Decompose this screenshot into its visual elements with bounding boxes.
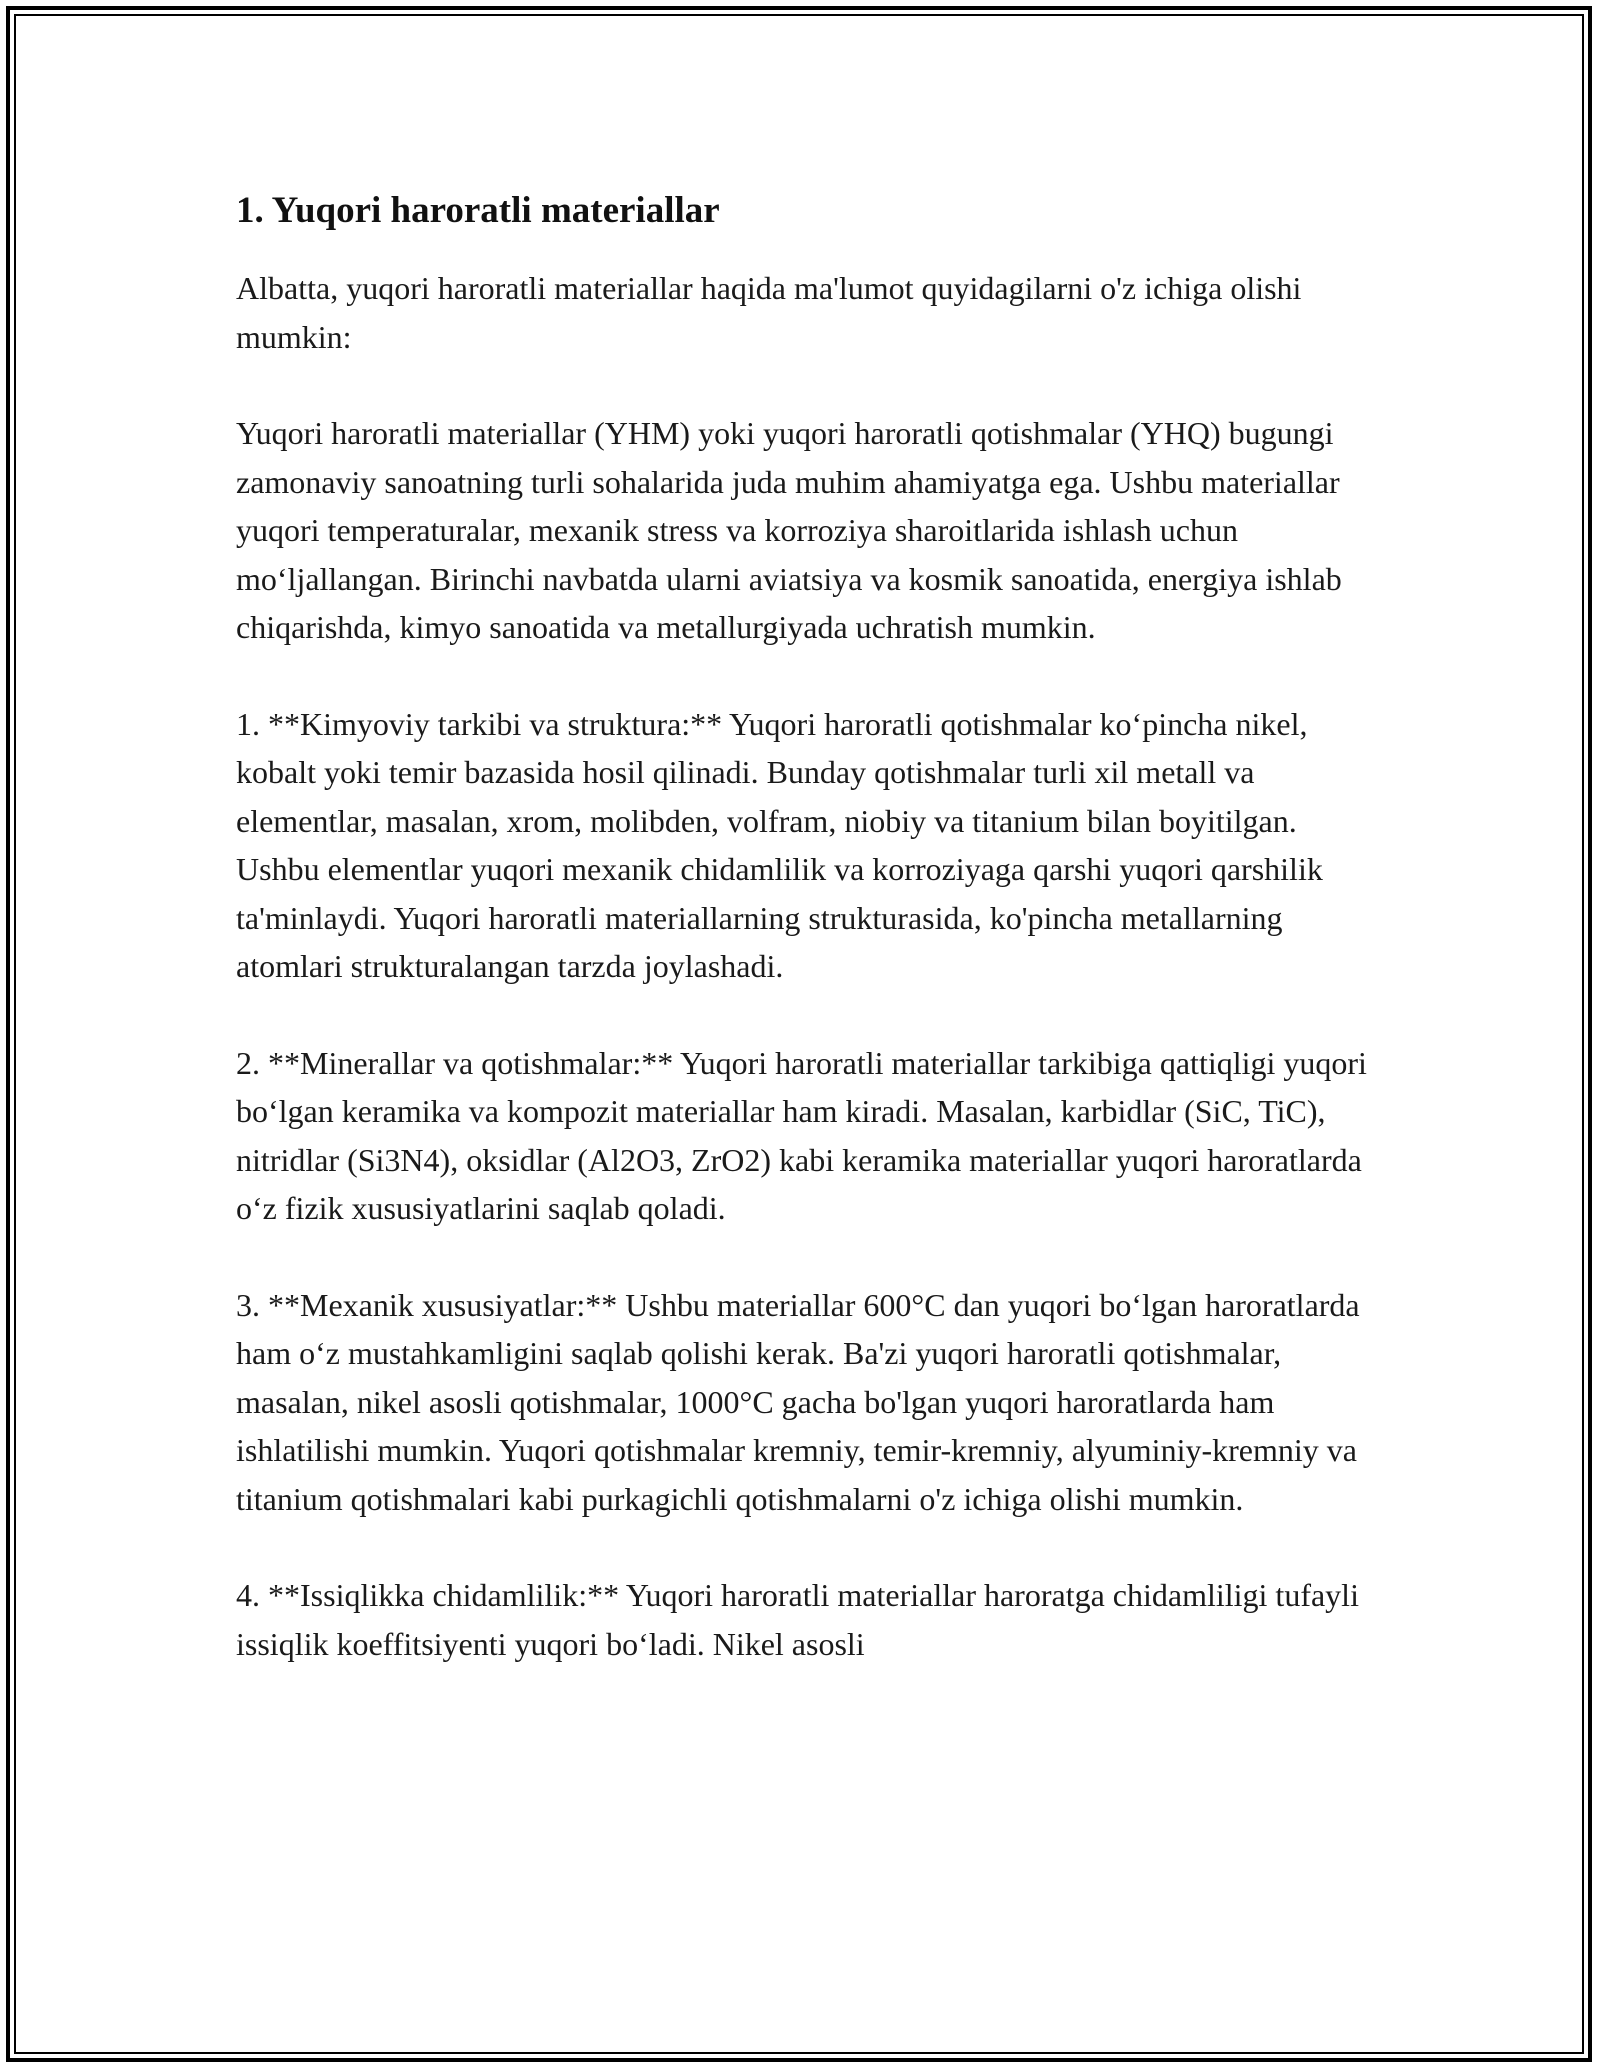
paragraph-intro: Albatta, yuqori haroratli materiallar haqida ma'lumot quyidagilarni o'z ichiga olishi mumkin:: [236, 270, 1302, 355]
document-body: [236, 186, 1376, 1716]
document-title: 1. Yuqori haroratli materiallar: [236, 190, 720, 231]
paragraph-heat-resistance: 4. **Issiqlikka chidamlilik:** Yuqori haroratli materiallar haroratga chidamliligi tufayli issiqlik koeffitsiyenti yuqori bo‘ladi. Nikel asosli: [236, 1577, 1359, 1662]
paragraph-chemical-composition: 1. **Kimyoviy tarkibi va struktura:** Yuqori haroratli qotishmalar ko‘pincha nikel, kobalt yoki temir bazasida hosil qilinadi. Bunday qotishmalar turli xil metall va elementlar, masalan, xrom, molibden, volfram, niobiy va titanium bilan boyitilgan. Ushbu elementlar yuqori mexanik chidamlilik va korroziyaga qarshi yuqori qarshilik ta'minlaydi. Yuqori haroratli materiallarning strukturasida, ko'pincha metallarning atomlari strukturalangan tarzda joylashadi.: [236, 705, 1323, 984]
paragraph-mechanical-properties: 3. **Mexanik xususiyatlar:** Ushbu materiallar 600°C dan yuqori bo‘lgan haroratlarda ham o‘z mustahkamligini saqlab qolishi kerak. Ba'zi yuqori haroratli qotishmalar, masalan, nikel asosli qotishmalar, 1000°C gacha bo'lgan yuqori haroratlarda ham ishlatilishi mumkin. Yuqori qotishmalar kremniy, temir-kremniy, alyuminiy-kremniy va titanium qotishmalari kabi purkagichli qotishmalarni o'z ichiga olishi mumkin.: [236, 1286, 1360, 1517]
paragraph-overview: Yuqori haroratli materiallar (YHM) yoki yuqori haroratli qotishmalar (YHQ) bugungi zamonaviy sanoatning turli sohalarida juda muhim ahamiyatga ega. Ushbu materiallar yuqori temperaturalar, mexanik stress va korroziya sharoitlarida ishlash uchun mo‘ljallangan. Birinchi navbatda ularni aviatsiya va kosmik sanoatida, energiya ishlab chiqarishda, kimyo sanoatida va metallurgiyada uchratish mumkin.: [236, 415, 1342, 645]
paragraph-minerals-alloys: 2. **Minerallar va qotishmalar:** Yuqori haroratli materiallar tarkibiga qattiqligi yuqori bo‘lgan keramika va kompozit materiallar ham kiradi. Masalan, karbidlar (SiC, TiC), nitridlar (Si3N4), oksidlar (Al2O3, ZrO2) kabi keramika materiallar yuqori haroratlarda o‘z fizik xususiyatlarini saqlab qoladi.: [236, 1044, 1367, 1226]
